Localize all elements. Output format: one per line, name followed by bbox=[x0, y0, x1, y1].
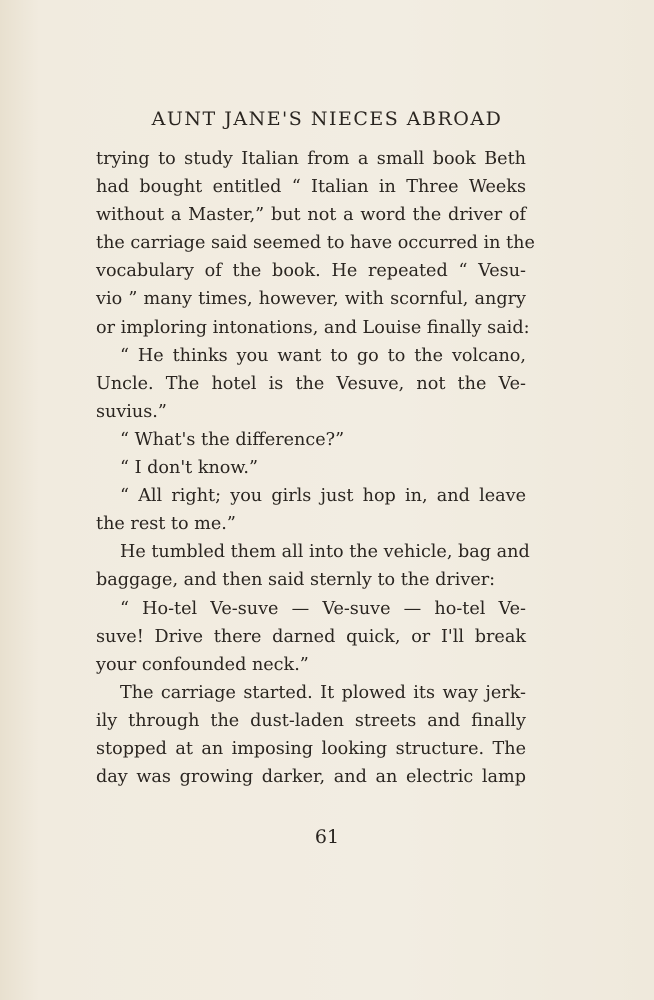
text-line: trying to study Italian from a small book Beth bbox=[96, 149, 526, 169]
text-line: ily through the dust-laden streets and finally bbox=[96, 710, 526, 731]
text-line: had bought entitled “ Italian in Three Weeks bbox=[96, 177, 526, 198]
text-line: or imploring intonations, and Louise finally said: bbox=[96, 317, 530, 338]
text-line: “ He thinks you want to go to the volcano, bbox=[120, 345, 526, 366]
text-line: vio ” many times, however, with scornful, angry bbox=[96, 289, 526, 310]
running-head: AUNT JANE'S NIECES ABROAD bbox=[151, 108, 503, 130]
text-line: Uncle. The hotel is the Vesuve, not the Ve- bbox=[96, 373, 526, 394]
text-line: “ Ho-tel Ve-suve — Ve-suve — ho-tel Ve- bbox=[120, 598, 526, 619]
page-number: 61 bbox=[314, 826, 340, 848]
body-text bbox=[96, 145, 535, 791]
text-line: without a Master,” but not a word the driver of bbox=[96, 205, 526, 226]
text-line: stopped at an imposing looking structure. The bbox=[96, 738, 526, 759]
text-line: the rest to me.” bbox=[96, 514, 236, 535]
text-line: “ I don't know.” bbox=[120, 458, 258, 479]
text-line: the carriage said seemed to have occurred in the bbox=[96, 233, 535, 254]
text-line: suvius.” bbox=[96, 401, 167, 422]
text-line: vocabulary of the book. He repeated “ Vesu- bbox=[96, 261, 526, 282]
text-line: baggage, and then said sternly to the driver: bbox=[96, 570, 496, 591]
text-line: “ All right; you girls just hop in, and leave bbox=[120, 486, 526, 507]
text-line: “ What's the difference?” bbox=[120, 429, 345, 450]
text-line: He tumbled them all into the vehicle, bag and bbox=[120, 542, 530, 563]
text-line: The carriage started. It plowed its way jerk- bbox=[120, 682, 526, 703]
text-line: day was growing darker, and an electric lamp bbox=[96, 767, 526, 788]
text-line: suve! Drive there darned quick, or I'll break bbox=[96, 626, 526, 647]
text-line: your confounded neck.” bbox=[96, 654, 309, 675]
